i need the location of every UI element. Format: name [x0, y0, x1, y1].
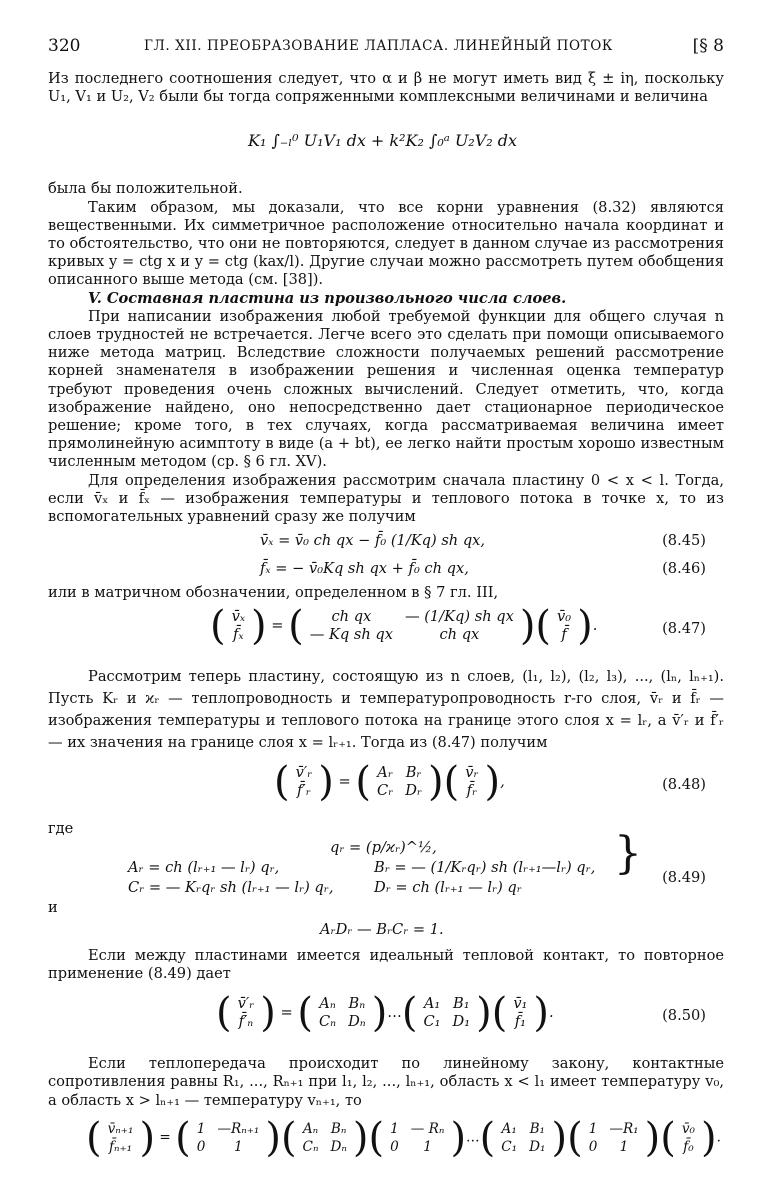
- eq-8-51-r2-22: 1: [423, 1138, 432, 1155]
- equation-8-46: [48, 556, 724, 584]
- eq-8-51-c1: C₁: [501, 1138, 518, 1155]
- eq-8-51-rhs-v: v̄₀: [681, 1120, 695, 1137]
- eq-8-51-rhs-f: f̄₀: [683, 1138, 694, 1155]
- eq-8-48-rhs-v: v̄ᵣ: [465, 764, 479, 782]
- eq-8-47-lhs-f: f̄ₓ: [233, 626, 244, 644]
- eq-8-50-rhs-f: f̄₁: [514, 1013, 526, 1031]
- eq-8-51-dn: Dₙ: [330, 1138, 347, 1155]
- page-number: 320: [48, 36, 81, 56]
- eq-8-51-a1: A₁: [501, 1120, 517, 1137]
- eq-8-50-bn: Bₙ: [348, 995, 366, 1013]
- eq-8-47-m12: — (1/Kq) sh qx: [405, 608, 514, 626]
- eq-8-51-d1: D₁: [529, 1138, 546, 1155]
- paragraph-3: Таким образом, мы доказали, что все корни уравнения (8.32) являются вещественными. Их симметричное расположение относительно начала координат и то обстоятельство, что они не повторяются, следует в данном случае из рассмотрения кривых y = ctg x и y = ctg (kax/l). Другие случаи можно рассмотреть путем обобщения описанного выше метода (см. [38]).: [48, 198, 724, 289]
- eq-8-46-number: (8.46): [662, 560, 706, 578]
- eq-8-48-lhs-v: v̄′ᵣ: [295, 764, 313, 782]
- eq-8-49-c: Cᵣ = — Kᵣqᵣ sh (lᵣ₊₁ — lᵣ) qᵣ,: [128, 878, 334, 896]
- eq-8-50-body: ( v̄′ᵣ f̄′ₙ ) = ( Aₙ Bₙ Cₙ Dₙ )…( A₁ B₁ C₁ D₁ )( v̄₁ f̄₁ ).: [216, 990, 554, 1037]
- eq-8-51-r1-11: 1: [196, 1120, 206, 1137]
- eq-8-48-rhs-f: f̄ᵣ: [466, 782, 478, 800]
- eq-8-49-brace: }: [614, 827, 642, 879]
- eq-8-51-lhs-f: f̄ₙ₊₁: [108, 1138, 133, 1155]
- eq-8-45-body: v̄ₓ = v̄₀ ch qx − f̄₀ (1/Kq) sh qx,: [260, 532, 486, 550]
- eq-8-51-r3-12: —R₁: [609, 1120, 639, 1137]
- eq-8-50-d1: D₁: [452, 1013, 471, 1031]
- eq-8-49-number: (8.49): [662, 868, 706, 886]
- paragraph-8: где: [48, 820, 74, 838]
- eq-8-51-body: ( v̄ₙ₊₁ f̄ₙ₊₁ ) = ( 1 —Rₙ₊₁ 0 1 )( Aₙ Bₙ Cₙ Dₙ )( 1 — Rₙ 0 1 )…( A₁ B₁ C₁ D₁ )( 1 —R₁ 0 1 )( v̄₀ f̄₀ ).: [86, 1114, 721, 1161]
- eq-8-47-body: ( v̄ₓ f̄ₓ ) = ( ch qx — (1/Kq) sh qx — Kq sh qx ch qx )( v̄₀ f̄ ).: [210, 603, 598, 650]
- eq-8-50-an: Aₙ: [319, 995, 336, 1013]
- paragraph-4: При написании изображения любой требуемой функции для общего случая n слоев трудностей не встречается. Легче всего это сделать при помощи описываемого ниже метода матриц. Вследствие сложности получаемых решений рассмотрение корней знаменателя в изображении решения и численная оценка температур требуют проведения очень сложных вычислений. Следует отметить, что, когда изображение найдено, оно непосредственно дает стационарное периодическое решение; кроме того, в тех случаях, когда рассматриваемая величина имеет прямолинейную асимптоту в виде (a + bt), ее легко найти простым хорошо известным численным методом (ср. § 6 гл. XV).: [48, 307, 724, 471]
- eq-8-51-r3-21: 0: [588, 1138, 598, 1155]
- eq-8-51-r3-22: 1: [619, 1138, 629, 1155]
- section-number: [§ 8: [692, 36, 724, 56]
- eq-8-50-a1: A₁: [423, 995, 441, 1013]
- paragraph-10: Если между пластинами имеется идеальный тепловой контакт, то повторное применение (8.49) дает: [48, 946, 724, 983]
- eq-8-48-body: ( v̄′ᵣ f̄′ᵣ ) = ( Aᵣ Bᵣ Cᵣ Dᵣ )( v̄ᵣ f̄ᵣ ),: [274, 759, 505, 806]
- equation-8-47: [48, 602, 724, 658]
- equation-8-45: [48, 526, 724, 556]
- equation-integral: [48, 106, 724, 180]
- page-header: [48, 36, 724, 60]
- eq-8-47-rhs-f: f̄: [561, 626, 567, 644]
- eq-8-50-b1: B₁: [453, 995, 470, 1013]
- eq-8-50-lhs-v: v̄′ᵣ: [237, 995, 255, 1013]
- paragraph-11: Если теплопередача происходит по линейному закону, контактные сопротивления равны R₁, ..., Rₙ₊₁ при l₁, l₂, ..., lₙ₊₁, область x < l₁ имеет температуру v₀, а область x > lₙ₊₁ — температуру vₙ₊₁, то: [48, 1055, 724, 1109]
- paragraph-6: или в матричном обозначении, определенном в § 7 гл. III,: [48, 584, 499, 602]
- eq-8-51-r2-21: 0: [390, 1138, 399, 1155]
- eq-8-50-c1: C₁: [423, 1013, 441, 1031]
- eq-8-51-an: Aₙ: [302, 1120, 319, 1137]
- integral-expression: K₁ ∫₋ₗ⁰ U₁V₁ dx + k²K₂ ∫₀ᵃ U₂V₂ dx: [248, 131, 518, 151]
- eq-8-48-lhs-f: f̄′ᵣ: [297, 782, 311, 800]
- eq-8-51-r1-21: 0: [196, 1138, 206, 1155]
- book-page: [48, 36, 724, 1172]
- eq-8-51-bn: Bₙ: [330, 1120, 347, 1137]
- eq-8-49-b: Bᵣ = — (1/Kᵣqᵣ) sh (lᵣ₊₁—lᵣ) qᵣ,: [374, 858, 596, 876]
- eq-8-47-lhs-v: v̄ₓ: [231, 608, 246, 626]
- paragraph-5: Для определения изображения рассмотрим сначала пластину 0 < x < l. Тогда, если v̄ₓ и f̄ₓ — изображения температуры и теплового потока в точке x, то из вспомогательных уравнений сразу же получим: [48, 471, 724, 526]
- subsection-title: [48, 290, 724, 308]
- eq-8-45-number: (8.45): [662, 532, 706, 550]
- subsection-title-text: V. Составная пластина из произвольного числа слоев.: [88, 289, 567, 307]
- equation-8-50: [48, 983, 724, 1055]
- eq-8-49-d: Dᵣ = ch (lᵣ₊₁ — lᵣ) qᵣ: [374, 878, 522, 896]
- eq-8-51-r1-22: 1: [234, 1138, 243, 1155]
- equation-determinant: [48, 917, 724, 947]
- equation-8-51: [48, 1110, 724, 1172]
- eq-8-51-r2-12: — Rₙ: [410, 1120, 445, 1137]
- eq-8-47-number: (8.47): [662, 620, 706, 638]
- eq-8-47-m21: — Kq sh qx: [309, 626, 393, 644]
- eq-8-46-body: f̄ₓ = − v̄₀Kq sh qx + f̄₀ ch qx,: [260, 560, 469, 578]
- paragraph-2: была бы положительной.: [48, 180, 243, 198]
- eq-8-50-rhs-v: v̄₁: [513, 995, 528, 1013]
- eq-8-51-b1: B₁: [529, 1120, 546, 1137]
- paragraph-9: и: [48, 898, 58, 916]
- eq-8-47-m22: ch qx: [439, 626, 480, 644]
- paragraph-7: Рассмотрим теперь пластину, состоящую из n слоев, (l₁, l₂), (l₂, l₃), ..., (lₙ, lₙ₊₁). Пусть Kᵣ и ϰᵣ — теплопроводность и температуропроводность r-го слоя, v̄ᵣ и f̄ᵣ — изображения температуры и теплового потока на границе этого слоя x = lᵣ, а v̄′ᵣ и f̄′ᵣ — их значения на границе слоя x = lᵣ₊₁. Тогда из (8.47) получим: [48, 668, 724, 752]
- eq-8-49-q: qᵣ = (p/ϰᵣ)^½,: [330, 838, 437, 856]
- eq-8-50-lhs-f: f̄′ₙ: [238, 1013, 254, 1031]
- equation-8-48: [48, 754, 724, 820]
- eq-8-48-b: Bᵣ: [405, 764, 422, 782]
- eq-8-51-cn: Cₙ: [302, 1138, 319, 1155]
- eq-8-51-r1-12: —Rₙ₊₁: [217, 1120, 260, 1137]
- eq-8-48-number: (8.48): [662, 776, 706, 794]
- eq-8-51-lhs-v: v̄ₙ₊₁: [107, 1120, 134, 1137]
- eq-8-51-r2-11: 1: [390, 1120, 399, 1137]
- eq-8-47-m11: ch qx: [331, 608, 372, 626]
- eq-8-50-cn: Cₙ: [318, 1013, 337, 1031]
- eq-8-51-r3-11: 1: [588, 1120, 598, 1137]
- paragraph-1: Из последнего соотношения следует, что α и β не могут иметь вид ξ ± iη, поскольку U₁, V₁ и U₂, V₂ были бы тогда сопряженными комплексными величинами и величина: [48, 70, 724, 106]
- eq-8-50-dn: Dₙ: [348, 1013, 366, 1031]
- eq-8-48-c: Cᵣ: [376, 782, 394, 800]
- eq-8-50-number: (8.50): [662, 1007, 706, 1025]
- eq-determinant-body: AᵣDᵣ — BᵣCᵣ = 1.: [320, 920, 444, 938]
- eq-8-48-d: Dᵣ: [405, 782, 422, 800]
- running-title: ГЛ. XII. ПРЕОБРАЗОВАНИЕ ЛАПЛАСА. ЛИНЕЙНЫЙ ПОТОК: [144, 38, 613, 54]
- eq-8-47-rhs-v: v̄₀: [557, 608, 572, 626]
- eq-8-49-a: Aᵣ = ch (lᵣ₊₁ — lᵣ) qᵣ,: [128, 858, 280, 876]
- eq-8-48-a: Aᵣ: [377, 764, 393, 782]
